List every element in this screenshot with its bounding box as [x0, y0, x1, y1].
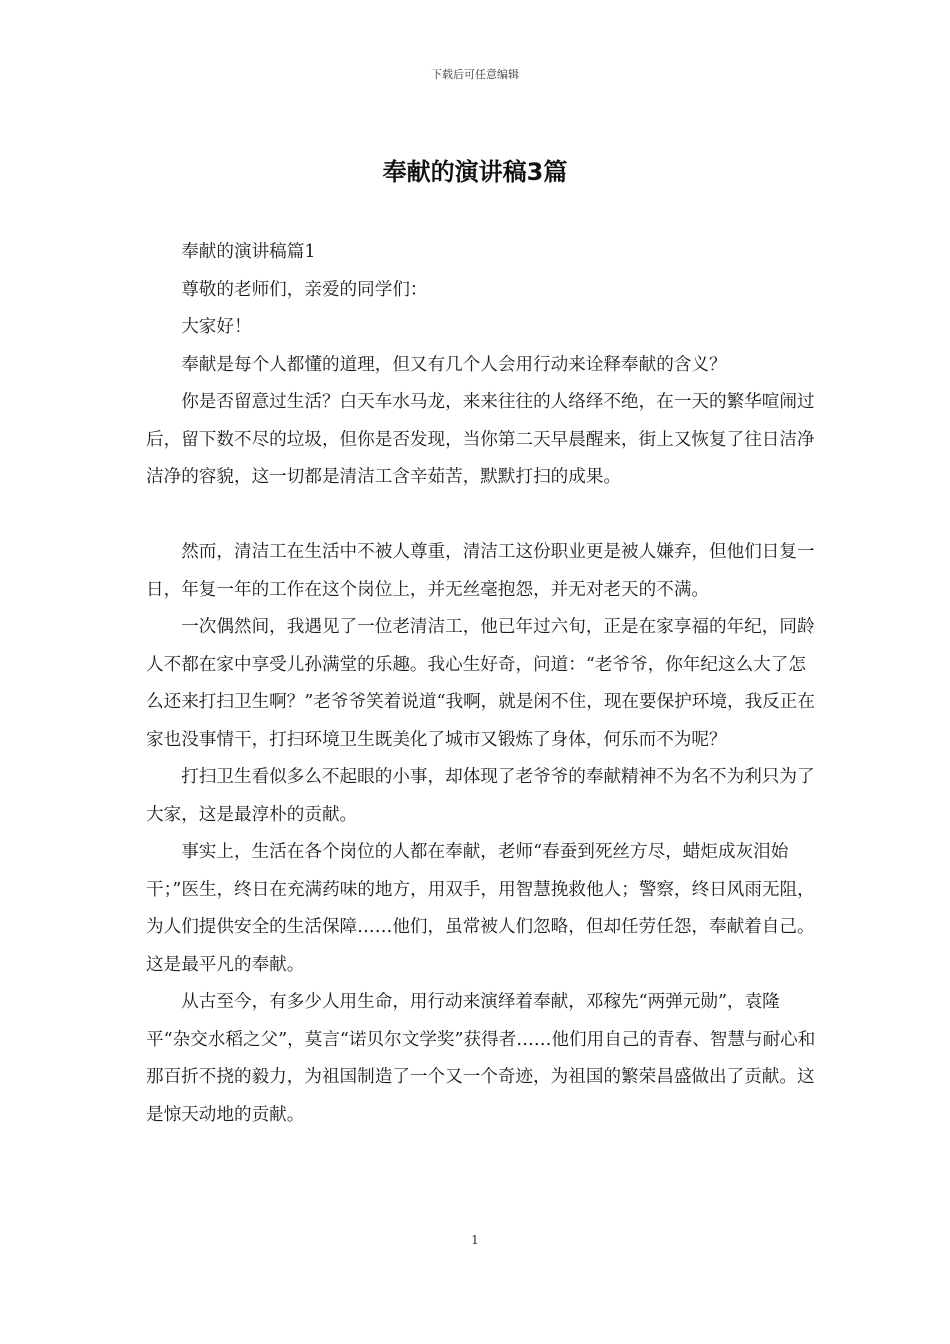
greeting: 大家好！: [181, 317, 252, 337]
paragraph-cleaner-life: 你是否留意过生活？白天车水马龙，来来往往的人络绎不绝，在一天的繁华喧闹过后，留下数不尽的垃圾，但你是否发现，当你第二天早晨醒来，街上又恢复了往日洁净洁净的容貌，这一切都是清洁工含辛茹苦，默默打扫的成果。: [146, 392, 815, 487]
paragraph-old-cleaner: 一次偶然间，我遇见了一位老清洁工，他已年过六旬，正是在家享福的年纪，同龄人不都在家中享受儿孙满堂的乐趣。我心生好奇，问道：“老爷爷，你年纪这么大了怎么还来打扫卫生啊？”老爷爷笑着说道“我啊，就是闲不住，现在要保护环境，我反正在家也没事情干，打扫环境卫生既美化了城市又锻炼了身体，何乐而不为呢？: [146, 617, 815, 750]
salutation: 尊敬的老师们，亲爱的同学们：: [181, 279, 428, 300]
paragraph-professions: 事实上，生活在各个岗位的人都在奉献，老师“春蚕到死丝方尽，蜡炬成灰泪始干；”医生，终日在充满药味的地方，用双手，用智慧挽救他人；警察，终日风雨无阻，为人们提供安全的生活保障……他们，虽常被人们忽略，但却任劳任怨，奉献着自己。这是最平凡的奉献。: [146, 842, 815, 975]
document-body: [146, 234, 818, 1134]
paragraph-gap: [146, 497, 818, 535]
paragraph-great-people: 从古至今，有多少人用生命，用行动来演绎着奉献，邓稼先“两弹元勋”，袁隆平“杂交水稻之父”，莫言“诺贝尔文学奖”获得者……他们用自己的青春、智慧与耐心和那百折不挠的毅力，为祖国制造了一个又一个奇迹，为祖国的繁荣昌盛做出了贡献。这是惊天动地的贡献。: [146, 992, 816, 1125]
header-note: 下载后可任意编辑: [431, 68, 519, 81]
paragraph-simple-contribution: 打扫卫生看似多么不起眼的小事，却体现了老爷爷的奉献精神不为名不为利只为了大家，这是最淳朴的贡献。: [146, 767, 815, 825]
paragraph-intro: 奉献是每个人都懂的道理，但又有几个人会用行动来诠释奉献的含义？: [181, 354, 727, 375]
document-title: 奉献的演讲稿3篇: [382, 158, 568, 186]
paragraph-cleaner-respect: 然而，清洁工在生活中不被人尊重，清洁工这份职业更是被人嫌弃，但他们日复一日，年复一年的工作在这个岗位上，并无丝毫抱怨，并无对老天的不满。: [146, 542, 815, 600]
speech-heading: 奉献的演讲稿篇1: [181, 242, 316, 262]
page-number: 1: [471, 1233, 479, 1247]
